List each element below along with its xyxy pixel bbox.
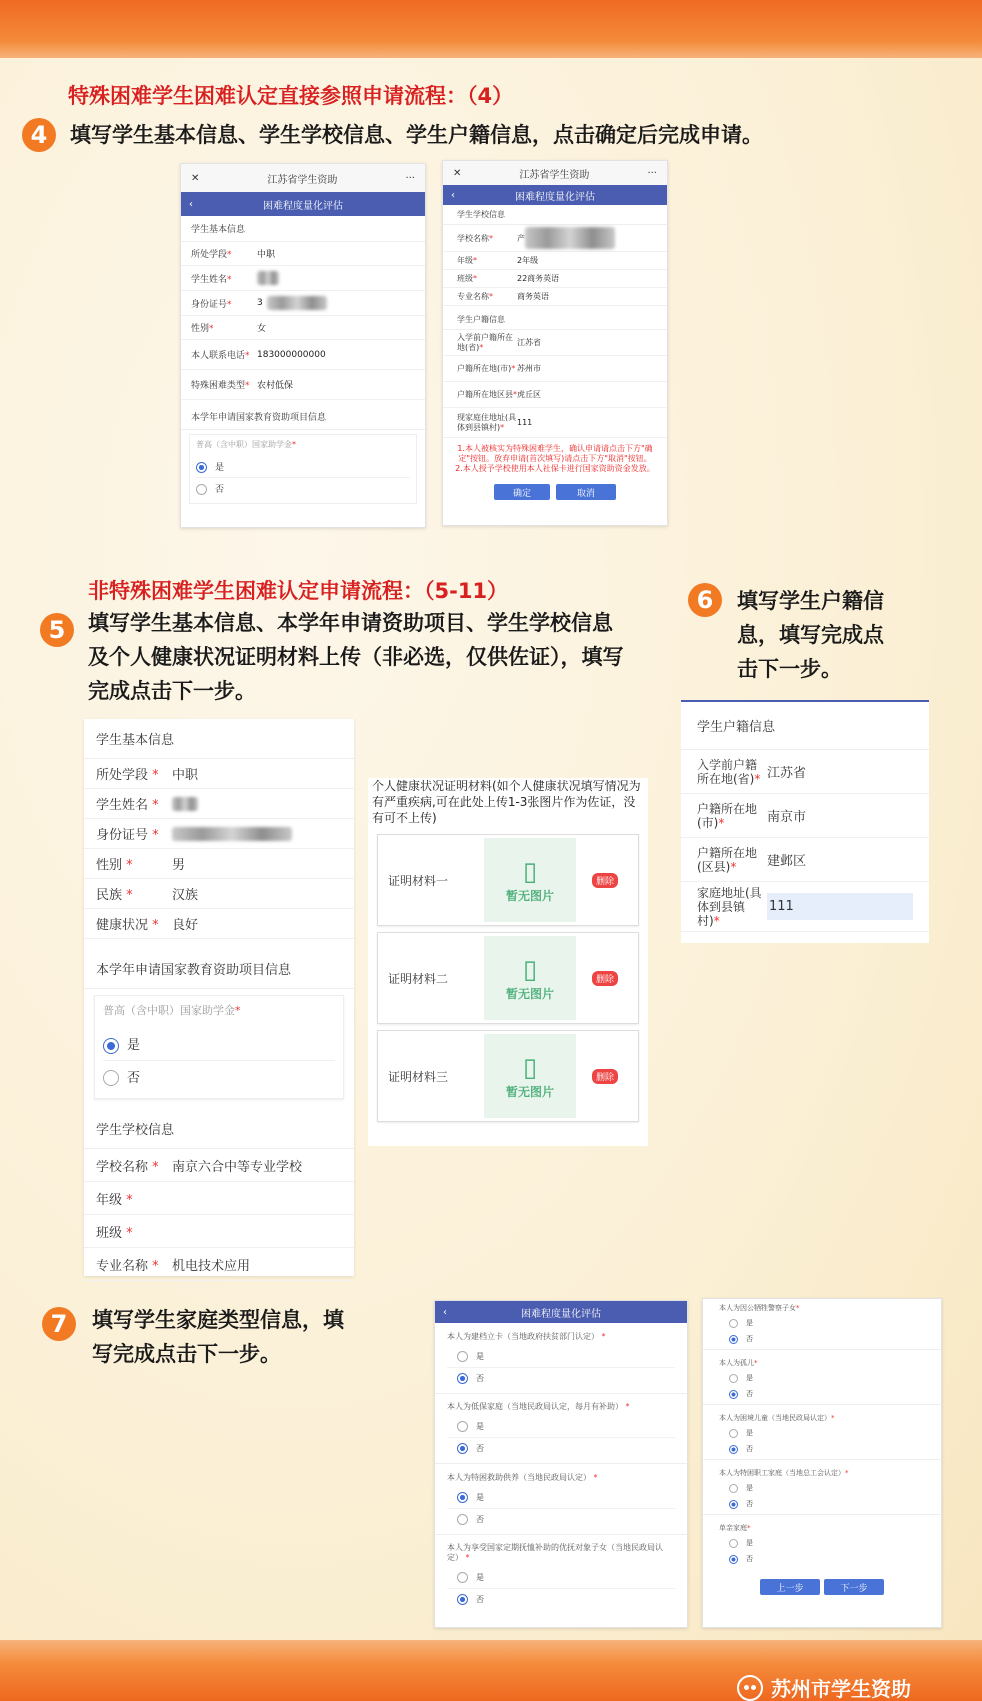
nav-title: 困难程度量化评估 <box>521 1308 601 1320</box>
form-row: 民族 * 汉族 <box>84 879 354 909</box>
radio-checked-icon[interactable] <box>103 1038 119 1054</box>
form-row: 性别 * 男 <box>84 849 354 879</box>
more-icon[interactable]: ··· <box>647 167 657 179</box>
upload-description: 个人健康状况证明材料(如个人健康状况填写情况为有严重疾病,可在此处上传1-3张图片作为佐证，没有可不上传) <box>372 779 641 825</box>
form-row: 户籍所在地(市)* 南京市 <box>681 794 929 838</box>
nav-bar <box>181 192 425 216</box>
close-icon[interactable]: ✕ <box>453 167 462 179</box>
form-row: 户籍所在地区县* 虎丘区 <box>443 382 667 408</box>
address-input[interactable]: 111 <box>767 893 913 920</box>
form-row: 专业名称* 商务英语 <box>443 288 667 306</box>
blurred-name <box>257 271 279 285</box>
panel-huji-info <box>681 700 929 943</box>
form-row: 健康状况 * 良好 <box>84 909 354 939</box>
form-row: 入学前户籍所在地(省)* 江苏省 <box>681 750 929 794</box>
form-row: 学校名称 * 南京六合中等专业学校 <box>84 1149 354 1182</box>
radio-checked-icon[interactable] <box>729 1390 738 1399</box>
radio-checked-icon[interactable] <box>457 1373 468 1384</box>
section-school-info: 学生学校信息 <box>84 1109 354 1149</box>
question-block: 本人为低保家庭（当地民政局认定，每月有补助） * 是 否 <box>435 1394 687 1464</box>
question-block: 本人为特困救助供养（当地民政局认定） * 是 否 <box>435 1464 687 1535</box>
question-block: 本人为特困职工家庭（当地总工会认定）* 是 否 <box>703 1460 941 1515</box>
radio-checked-icon[interactable] <box>196 462 207 473</box>
question-block: 本人为困境儿童（当地民政局认定）* 是 否 <box>703 1405 941 1460</box>
radio-unchecked-icon[interactable] <box>729 1374 738 1383</box>
footer-logo <box>737 1673 911 1701</box>
nav-title: 困难程度量化评估 <box>515 191 595 203</box>
section-basic-info: 学生基本信息 <box>181 216 425 242</box>
radio-yes[interactable]: 是 <box>196 456 410 478</box>
more-icon[interactable]: ··· <box>405 172 415 184</box>
app-title: 江苏省学生资助 <box>519 169 590 181</box>
step5-number: 5 <box>40 613 74 647</box>
delete-button[interactable]: 删除 <box>592 873 618 888</box>
phone-screenshot-school-info <box>442 160 668 526</box>
section-school-info: 学生学校信息 <box>443 205 667 225</box>
action-buttons <box>443 480 667 500</box>
upload-item <box>377 1030 639 1122</box>
aid-label: 普高（含中职）国家助学金 <box>196 440 292 449</box>
basic-info-rows <box>181 242 425 400</box>
phone-screenshot-family-type-1 <box>434 1300 688 1628</box>
radio-unchecked-icon[interactable] <box>457 1572 468 1583</box>
app-title: 江苏省学生资助 <box>267 174 338 186</box>
back-icon[interactable]: ‹ <box>443 1306 447 1318</box>
form-row: 班级* 22商务英语 <box>443 270 667 288</box>
aid-box: 普高（含中职）国家助学金* 是 否 <box>94 995 344 1099</box>
radio-unchecked-icon[interactable] <box>729 1319 738 1328</box>
radio-checked-icon[interactable] <box>729 1445 738 1454</box>
section-huji-info: 学生户籍信息 <box>681 702 929 750</box>
radio-yes[interactable]: 是 <box>719 1315 925 1331</box>
section1-title: 特殊困难学生困难认定直接参照申请流程：（4） <box>68 84 514 108</box>
upload-item <box>377 834 639 926</box>
form-row: 入学前户籍所在地(省)* 江苏省 <box>443 330 667 356</box>
nav-buttons <box>703 1569 941 1595</box>
radio-no[interactable]: 否 <box>719 1441 925 1457</box>
radio-yes[interactable]: 是 <box>447 1416 675 1438</box>
no-image-icon: ▯ <box>522 954 538 985</box>
radio-checked-icon[interactable] <box>729 1555 738 1564</box>
aid-box: 普高（含中职）国家助学金* 是 否 <box>189 434 417 504</box>
radio-yes[interactable]: 是 <box>447 1567 675 1589</box>
delete-button[interactable]: 删除 <box>592 971 618 986</box>
form-row: 年级 * <box>84 1182 354 1215</box>
form-row: 身份证号 * <box>84 819 354 849</box>
aid-label: 普高（含中职）国家助学金 <box>103 1004 235 1017</box>
no-image-icon: ▯ <box>522 856 538 887</box>
radio-no[interactable]: 否 <box>196 478 410 499</box>
radio-no[interactable]: 否 <box>719 1551 925 1567</box>
form-row: 家庭地址(具体到县镇村)* 111 <box>681 882 929 932</box>
radio-no[interactable]: 否 <box>447 1589 675 1610</box>
delete-button[interactable]: 删除 <box>592 1069 618 1084</box>
blurred-school <box>525 227 615 249</box>
upload-item-label: 证明材料二 <box>388 971 449 986</box>
back-icon[interactable]: ‹ <box>451 189 455 201</box>
section-huji-info: 学生户籍信息 <box>443 306 667 330</box>
radio-unchecked-icon[interactable] <box>729 1429 738 1438</box>
form-row: 年级* 2年级 <box>443 252 667 270</box>
radio-unchecked-icon[interactable] <box>196 484 207 495</box>
top-banner <box>0 0 982 58</box>
radio-unchecked-icon[interactable] <box>729 1539 738 1548</box>
radio-no[interactable]: 否 <box>103 1061 335 1093</box>
section-aid-info: 本学年申请国家教育资助项目信息 <box>84 949 354 989</box>
confirm-button[interactable]: 确定 <box>494 484 550 500</box>
question-block: 单亲家庭* 是 否 <box>703 1515 941 1569</box>
step6-text: 填写学生户籍信 息，填写完成点 击下一步。 <box>737 589 884 681</box>
question-block: 本人为孤儿* 是 否 <box>703 1350 941 1405</box>
radio-unchecked-icon[interactable] <box>103 1070 119 1086</box>
form-row: 学校名称* 产 <box>443 225 667 252</box>
radio-checked-icon[interactable] <box>457 1594 468 1605</box>
upload-item-label: 证明材料一 <box>388 873 449 888</box>
radio-no[interactable]: 否 <box>447 1509 675 1530</box>
footer-logo-text: 苏州市学生资助 <box>771 1677 911 1701</box>
next-step-button[interactable]: 下一步 <box>824 1579 884 1595</box>
radio-no[interactable]: 否 <box>719 1496 925 1512</box>
cancel-button[interactable]: 取消 <box>556 484 616 500</box>
radio-yes[interactable]: 是 <box>719 1480 925 1496</box>
step4-text: 填写学生基本信息、学生学校信息、学生户籍信息，点击确定后完成申请。 <box>70 123 763 147</box>
form-row: 身份证号* 3 <box>181 291 425 316</box>
section-basic-info: 学生基本信息 <box>84 719 354 759</box>
form-row: 户籍所在地(区县)* 建邺区 <box>681 838 929 882</box>
form-row: 专业名称 * 机电技术应用 <box>84 1248 354 1281</box>
back-icon[interactable]: ‹ <box>189 198 193 210</box>
radio-unchecked-icon[interactable] <box>457 1421 468 1432</box>
form-row: 学生姓名 * <box>84 789 354 819</box>
radio-yes[interactable]: 是 <box>103 1028 335 1061</box>
step6-number: 6 <box>688 583 722 617</box>
form-row: 所处学段* 中职 <box>181 242 425 266</box>
upload-item-label: 证明材料三 <box>388 1069 449 1084</box>
form-row: 现家庭住地址(具体到县镇村)* 111 <box>443 408 667 438</box>
radio-yes[interactable]: 是 <box>447 1346 675 1368</box>
field-value[interactable]: 中职 <box>257 250 276 260</box>
app-topbar <box>443 161 667 185</box>
wechat-icon <box>737 1675 763 1701</box>
form-row: 户籍所在地(市)* 苏州市 <box>443 356 667 382</box>
upload-item <box>377 932 639 1024</box>
form-row: 性别* 女 <box>181 316 425 340</box>
no-image-icon: ▯ <box>522 1052 538 1083</box>
radio-checked-icon[interactable] <box>729 1335 738 1344</box>
blurred-name <box>172 797 198 811</box>
prev-step-button[interactable]: 上一步 <box>760 1579 820 1595</box>
blurred-id <box>267 296 327 310</box>
radio-no[interactable]: 否 <box>719 1386 925 1402</box>
radio-no[interactable]: 否 <box>719 1331 925 1347</box>
notice-text: 1.本人被核实为特殊困难学生，确认申请请点击下方"确定"按钮。放弃申请(首次填写)请点击下方"取消"按钮。 2.本人授予学校使用本人社保卡进行国家资助资金发放。 <box>455 444 655 473</box>
radio-yes[interactable]: 是 <box>719 1535 925 1551</box>
form-row: 所处学段 * 中职 <box>84 759 354 789</box>
radio-yes[interactable]: 是 <box>447 1487 675 1509</box>
radio-yes[interactable]: 是 <box>719 1425 925 1441</box>
nav-bar <box>443 185 667 205</box>
radio-unchecked-icon[interactable] <box>457 1351 468 1362</box>
radio-unchecked-icon[interactable] <box>457 1514 468 1525</box>
app-topbar <box>181 164 425 192</box>
step7-number: 7 <box>42 1307 76 1341</box>
form-row: 班级 * <box>84 1215 354 1248</box>
image-placeholder[interactable]: ▯ 暂无图片 <box>484 838 576 922</box>
phone-screenshot-family-type-2 <box>702 1298 942 1628</box>
question-block: 本人为享受国家定期抚恤补助的优抚对象子女（当地民政局认定） * 是 否 <box>435 1535 687 1614</box>
section2-title: 非特殊困难学生困难认定申请流程：（5-11） <box>88 579 509 603</box>
section-aid-info: 本学年申请国家教育资助项目信息 <box>181 400 425 430</box>
radio-no[interactable]: 否 <box>447 1438 675 1459</box>
form-row: 特殊困难类型* 农村低保 <box>181 370 425 400</box>
radio-checked-icon[interactable] <box>457 1443 468 1454</box>
radio-no[interactable]: 否 <box>447 1368 675 1389</box>
nav-title: 困难程度量化评估 <box>263 200 343 212</box>
panel-basic-info <box>84 719 354 1276</box>
nav-bar <box>435 1301 687 1323</box>
form-row: 本人联系电话* 183000000000 <box>181 340 425 370</box>
image-placeholder[interactable]: ▯ 暂无图片 <box>484 936 576 1020</box>
radio-checked-icon[interactable] <box>457 1492 468 1503</box>
question-block: 本人为因公牺牲警察子女* 是 否 <box>703 1299 941 1350</box>
radio-checked-icon[interactable] <box>729 1500 738 1509</box>
question-block: 本人为建档立卡（当地政府扶贫部门认定） * 是 否 <box>435 1323 687 1394</box>
image-placeholder[interactable]: ▯ 暂无图片 <box>484 1034 576 1118</box>
phone-screenshot-basic-info <box>180 163 426 528</box>
blurred-id <box>172 827 292 841</box>
radio-unchecked-icon[interactable] <box>729 1484 738 1493</box>
panel-health-upload <box>368 778 648 1146</box>
close-icon[interactable]: ✕ <box>191 172 200 184</box>
radio-yes[interactable]: 是 <box>719 1370 925 1386</box>
step7-text: 填写学生家庭类型信息，填 写完成点击下一步。 <box>92 1308 344 1366</box>
form-row: 学生姓名* <box>181 266 425 291</box>
step5-text: 填写学生基本信息、本学年申请资助项目、学生学校信息 及个人健康状况证明材料上传（非必选，仅供佐证），填写 完成点击下一步。 <box>88 611 624 703</box>
step4-number: 4 <box>22 118 56 152</box>
